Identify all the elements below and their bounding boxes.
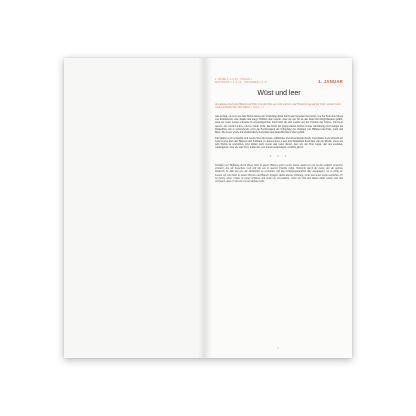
body-paragraph-1: Am Anfang, als Gott aus dem Nichts heraus die Schöpfung allein durch sein Sprechen hervorrief, war die Erde eine Masse von Rohmaterial, eine dunkle und karge Wildnis ohne Gestalt. Aber sie war bis an den Rand mit Möglichkeiten gefüllt, denn der Geist Gottes schwebte in erwartungsvoller Kraft über ihr und wartete auf das Ertönen des Wortes. Und Gott sprach: »Es werde Licht!«, und es wurde Licht. Die Kraft des gesprochenen Wortes Gottes durchdrang und besiegte die Dunkelheit. Als er weitersprach, wich die Formlosigkeit der Schöpfung der Ordnung von Himmel und Erde, Land und Meer. Die Leere wurde mit pflanzlichem, tierischem und menschlichem Leben gefüllt. bbox=[215, 114, 343, 135]
scripture-verse bbox=[215, 103, 343, 111]
date-heading: 1. JANUAR bbox=[318, 79, 343, 84]
section-divider: ✦ ✦ ✦ bbox=[269, 153, 289, 158]
body-paragraph-2: Und immer noch verbreitet sich Gottes Wort mit ferner, erfüllender und erleuchtender Kraft. Und immer noch schwebt der Geist Gottes über den Häusern und Familien, in denen Chaos, Leere und Dunkelheit herrschen, mit der Macht, etwas aus dem Nichts zu erschaffen. Und immer noch wartet sein Geist darauf, dass wir das Wort sagen, und uns ersehnen, wiedergeben, dass wir sein Wort, damit das, was daraus entsprungen, wirklich gut ist. bbox=[215, 136, 343, 150]
bible-references bbox=[215, 78, 267, 85]
page-content bbox=[215, 78, 343, 184]
reflection-paragraph: Schöpfen wir Hoffnung durch dieses Wort in unsere Häuser und in unser Leben, damit wir uns an die wirklich Gewinner erinnern, die wir brauchen. Gott will mit uns in unserer Familie reden. Vielleicht durch die Leere, die wir spüren, hindurch. Er lädt uns ein, die Dunkelheit zu vertreiben und das Schöpfungshandeln dort anzufangen, wo es nötig ist. Lassen wir sein Wort in unsere Herzen und Häuser dringen, damit daraus Ordnung, Licht und neues Leben entstehen. Er ist bereit, unser Chaos in etwas Schönes und Gutes zu verwandeln, wenn wir ihm den Raum dafür lassen und ihm vertrauen, dass er mit uns erst am Anfang steht. bbox=[215, 163, 343, 184]
right-page bbox=[204, 58, 352, 358]
book-spread bbox=[64, 58, 352, 358]
reference-line-2: MATTHÄUS 1,1–2,12 · JOHANNES 1,1–5 bbox=[215, 81, 267, 85]
reference-line-1: 1. MOSE 1,1–2,25 · PSALM 1 bbox=[215, 78, 253, 81]
page-number: 11 bbox=[276, 347, 280, 350]
page-title: Wüst und leer bbox=[257, 90, 301, 97]
left-page bbox=[64, 58, 204, 358]
page-header bbox=[215, 78, 343, 92]
verse-source: 1. MOSE 1,1–2 bbox=[251, 107, 264, 110]
verse-text: Am Anfang schuf Gott Himmel und Erde. Und die Erde war wüst und leer, und Finsternis lag auf der Tiefe; und der Geist Gottes schwebte über dem Wasser. bbox=[215, 103, 341, 110]
